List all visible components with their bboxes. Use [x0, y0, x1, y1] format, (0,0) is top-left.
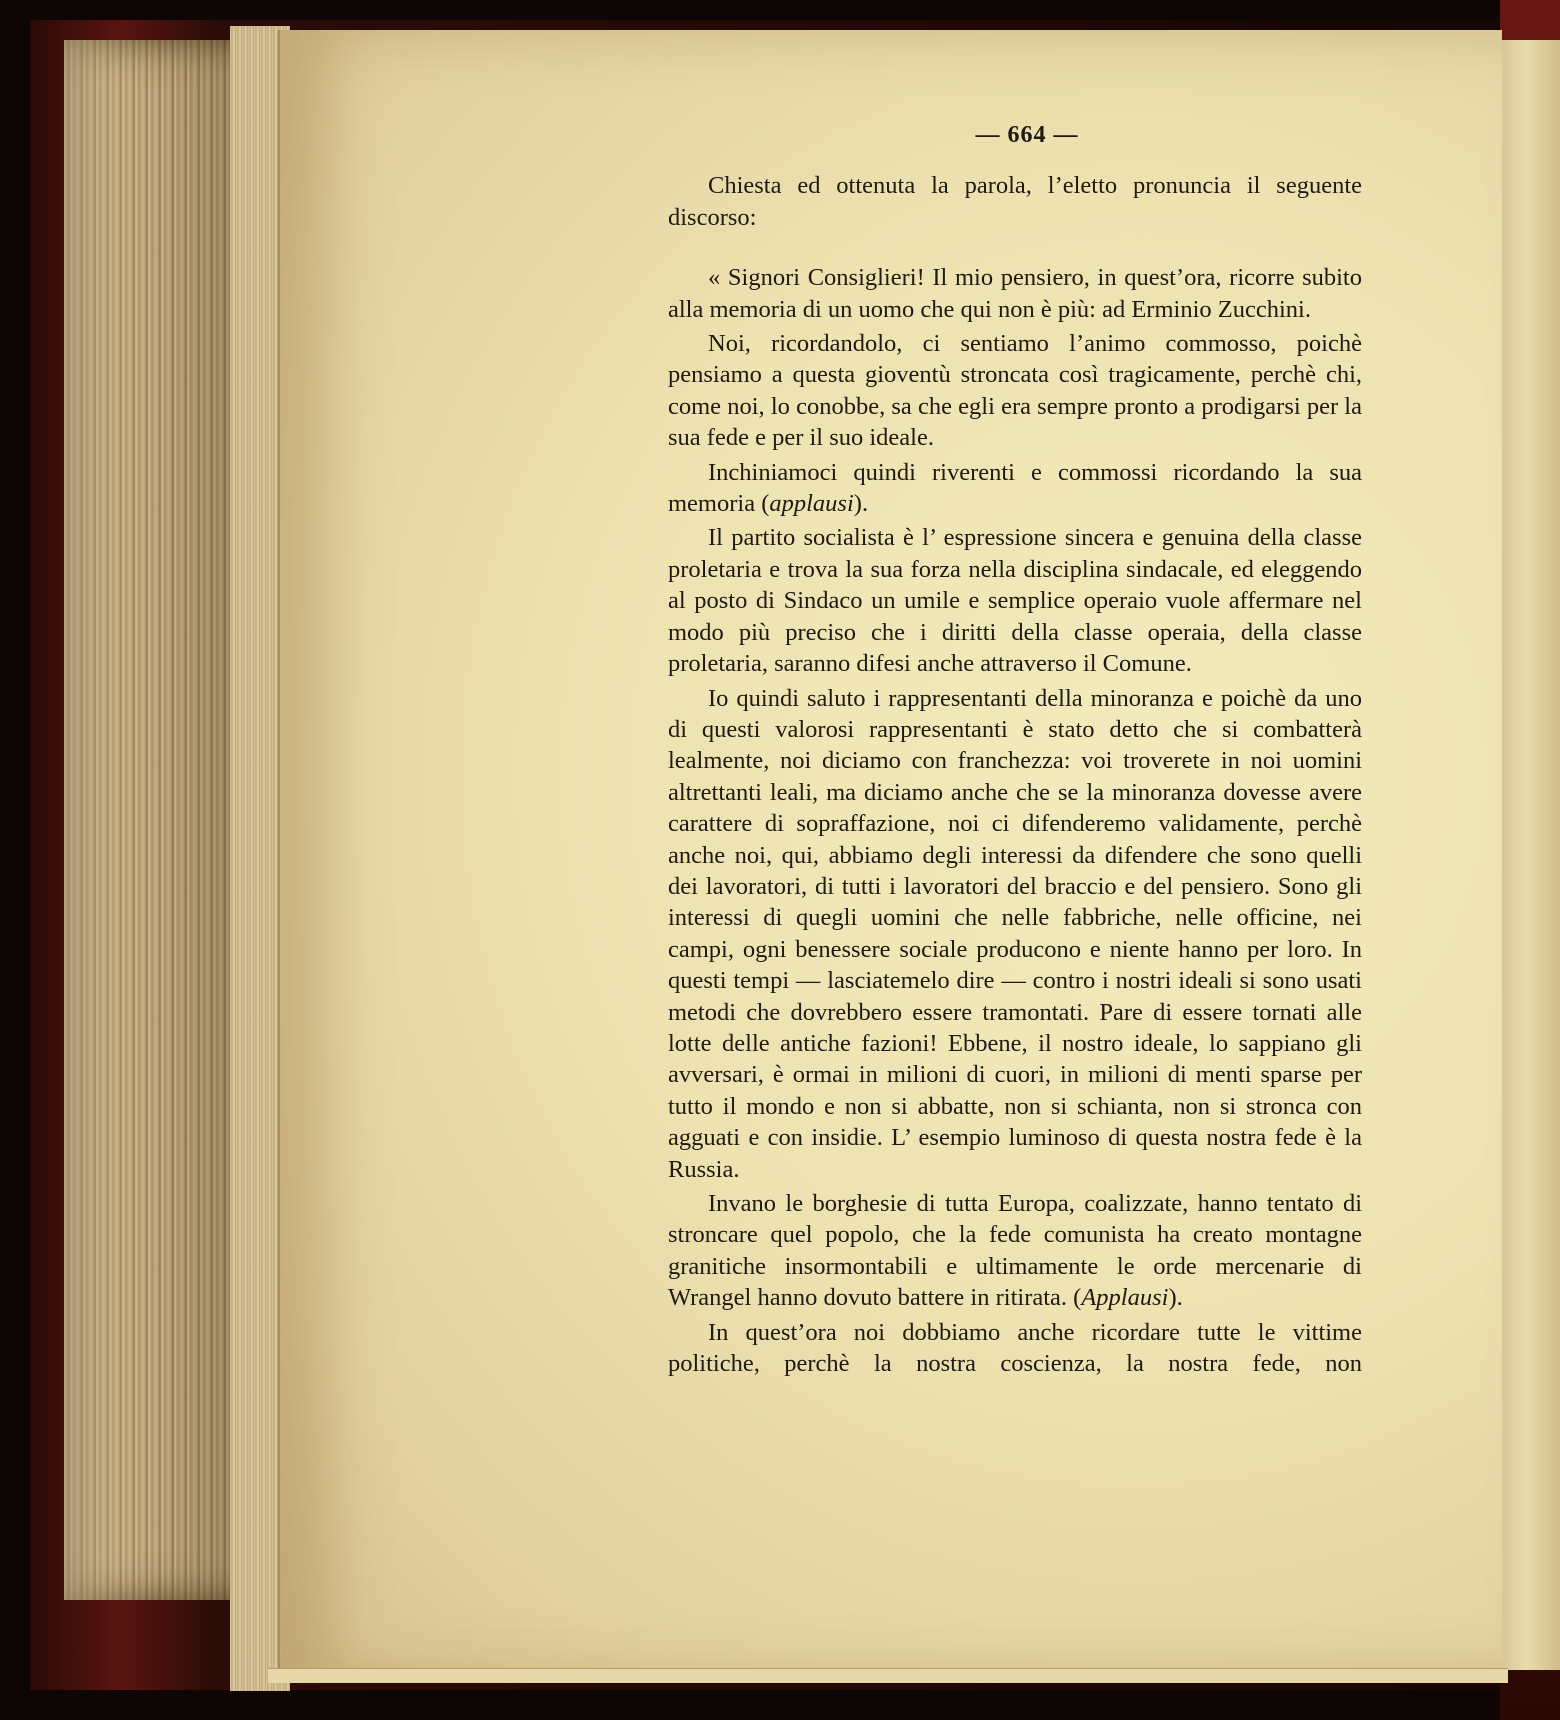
paragraph-text: Inchiniamoci quindi riverenti e commossi ricordando la sua memoria ( [668, 458, 1362, 518]
paragraph-socialist-party: Il partito socialista è l’ espressione sincera e genuina della classe proletaria e trova la sua forza nella disciplina sindacale, ed eleggendo al posto di Sindaco un umile e semplice operaio vuole affermare nel modo più preciso che i diritti della classe operaia, della classe proletaria, saranno difesi anche attraverso il Comune. [668, 524, 1362, 678]
next-page-edge [1500, 40, 1560, 1670]
page-number: — 664 — [975, 122, 1079, 148]
stage-direction: Applausi [1081, 1284, 1169, 1312]
page-bottom-edge [268, 1668, 1508, 1683]
paragraph-remembrance: Noi, ricordandolo, ci sentiamo l’animo commosso, poichè pensiamo a questa gioventù stroncata così tragicamente, perchè chi, come noi, lo conobbe, sa che egli era sempre pronto a prodigarsi per la sua fede e per il suo ideale. [668, 330, 1362, 452]
paragraph-text: Invano le borghesie di tutta Europa, coalizzate, hanno tentato di stroncare quel popolo, che la fede comunista ha creato montagne granitiche insormontabili e ultimamente le orde mercenarie di Wrangel hanno dovuto battere in ritirata. ( [668, 1190, 1362, 1312]
paragraph-applause-1 [668, 457, 1362, 520]
paragraph-speech-opening: « Signori Consiglieri! Il mio pensiero, in quest’ora, ricorre subito alla memoria di un uomo che qui non è più: ad Erminio Zucchini. [668, 264, 1362, 323]
paragraph-victims: In quest’ora noi dobbiamo anche ricordare tutte le vittime politiche, perchè la nostra coscienza, la nostra fede, non [668, 1318, 1362, 1378]
page-text [668, 120, 1362, 1379]
paragraph-intro: Chiesta ed ottenuta la parola, l’eletto pronuncia il seguente discorso: [668, 172, 1362, 231]
paragraph-text: ). [1168, 1284, 1183, 1312]
paragraph-minority: Io quindi saluto i rappresentanti della minoranza e poichè da uno di questi valorosi rappresentanti è stato detto che si combatterà lealmente, noi diciamo con franchezza: voi troverete in noi uomini altrettanti leali, ma diciamo anche che se la minoranza dovesse avere carattere di sopraffazione, noi ci difenderemo validamente, perchè anche noi, qui, abbiamo degli interessi da difendere che sono quelli dei lavoratori, di tutti i lavoratori del braccio e del pensiero. Sono gli interessi di quegli uomini che nelle fabbriche, nelle officine, nei campi, ogni benessere sociale producono e niente hanno per loro. In questi tempi — lasciatemelo dire — contro i nostri ideali si sono usati metodi che dovrebbero essere tramontati. Pare di essere tornati alle lotte delle antiche fazioni! Ebbene, il nostro ideale, lo sappiano gli avversari, è ormai in milioni di cuori, in milioni di menti sparse per tutto il mondo e non si abbatte, non si schianta, non si stronca con agguati e con insidie. L’ esempio luminoso di questa nostra fede è la Russia. [668, 684, 1362, 1183]
paragraph-europe [668, 1188, 1362, 1314]
stage-direction: applausi [769, 490, 854, 518]
paragraph-text: ). [853, 490, 869, 518]
